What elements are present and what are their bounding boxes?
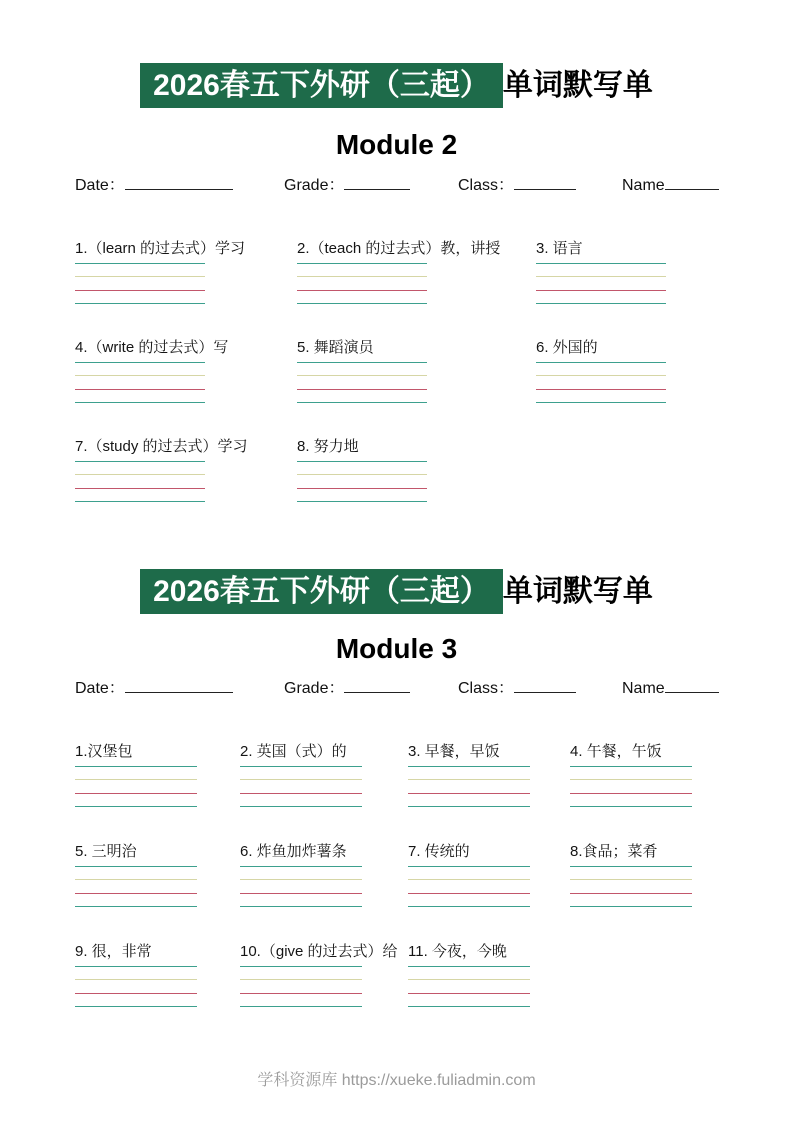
meta-row-module2 <box>75 176 720 196</box>
date-label: Date： <box>75 177 125 194</box>
writing-lines <box>240 866 362 907</box>
date-field <box>75 679 284 699</box>
writing-lines <box>75 362 205 403</box>
vocab-item <box>75 438 297 505</box>
vocab-item-label: 5. 三明治 <box>75 843 137 860</box>
date-field <box>75 176 284 196</box>
writing-lines <box>297 362 427 403</box>
writing-lines <box>75 461 205 502</box>
vocab-item <box>75 943 240 1010</box>
writing-lines <box>297 263 427 304</box>
section2-title-banner <box>0 569 793 614</box>
vocab-item-label: 2.（teach 的过去式）教，讲授 <box>297 240 501 257</box>
title-highlight: 2026春五下外研（三起） <box>140 569 503 614</box>
writing-lines <box>240 966 362 1007</box>
vocab-item <box>408 843 570 910</box>
vocab-item-label: 3. 早餐，早饭 <box>408 743 500 760</box>
vocab-item <box>75 743 240 810</box>
class-blank-line <box>514 176 576 190</box>
vocab-item <box>297 438 536 505</box>
name-blank-line <box>665 679 719 693</box>
writing-lines <box>408 966 530 1007</box>
writing-lines <box>536 263 666 304</box>
class-field <box>458 176 622 196</box>
vocab-item <box>408 743 570 810</box>
writing-lines <box>536 362 666 403</box>
class-label: Class： <box>458 680 515 697</box>
vocab-item-label: 2. 英国（式）的 <box>240 743 347 760</box>
module3-heading: Module 3 <box>335 633 458 664</box>
vocab-item <box>570 843 720 910</box>
date-blank-line <box>125 679 233 693</box>
writing-lines <box>75 866 197 907</box>
vocab-item-label: 7. 传统的 <box>408 843 470 860</box>
vocab-item <box>536 240 720 307</box>
meta-row-module3 <box>75 679 720 699</box>
writing-lines <box>75 966 197 1007</box>
writing-lines <box>240 766 362 807</box>
name-blank-line <box>665 176 719 190</box>
grade-field <box>284 176 458 196</box>
vocab-item <box>240 843 408 910</box>
vocab-item-label: 9. 很，非常 <box>75 943 152 960</box>
vocab-item <box>75 339 297 406</box>
vocab-item-label: 8. 努力地 <box>297 438 359 455</box>
writing-lines <box>408 766 530 807</box>
vocab-item-label: 6. 炸鱼加炸薯条 <box>240 843 347 860</box>
vocab-item-label: 11. 今夜，今晚 <box>408 943 507 960</box>
vocab-item <box>75 843 240 910</box>
grade-blank-line <box>344 176 410 190</box>
module2-heading: Module 2 <box>335 129 458 160</box>
vocab-item <box>75 240 297 307</box>
vocab-item-label: 4. 午餐，午饭 <box>570 743 662 760</box>
grade-label: Grade： <box>284 177 345 194</box>
writing-lines <box>408 866 530 907</box>
vocab-item-label: 8.食品；菜肴 <box>570 843 658 860</box>
title-highlight: 2026春五下外研（三起） <box>140 63 503 108</box>
name-field <box>622 679 720 699</box>
vocab-item-label: 4.（write 的过去式）写 <box>75 339 229 356</box>
name-label: Name <box>622 177 665 194</box>
vocab-item <box>570 743 720 810</box>
title-suffix: 单词默写单 <box>502 69 653 102</box>
grade-field <box>284 679 458 699</box>
class-field <box>458 679 622 699</box>
writing-lines <box>570 766 692 807</box>
vocab-item-label: 10.（give 的过去式）给 <box>240 943 398 960</box>
class-blank-line <box>514 679 576 693</box>
date-label: Date： <box>75 680 125 697</box>
name-field <box>622 176 720 196</box>
name-label: Name <box>622 680 665 697</box>
class-label: Class： <box>458 177 515 194</box>
vocab-item <box>297 339 536 406</box>
vocab-item-label: 5. 舞蹈演员 <box>297 339 374 356</box>
vocab-item-label: 1.汉堡包 <box>75 743 133 760</box>
vocab-item <box>240 943 408 1010</box>
vocab-item <box>297 240 536 307</box>
vocab-item-label: 3. 语言 <box>536 240 583 257</box>
vocab-item <box>536 339 720 406</box>
title-suffix: 单词默写单 <box>502 575 653 608</box>
module3-vocab-grid <box>75 743 720 1010</box>
vocab-item <box>240 743 408 810</box>
grade-blank-line <box>344 679 410 693</box>
vocab-item <box>408 943 570 1010</box>
vocab-item-label: 6. 外国的 <box>536 339 598 356</box>
module2-vocab-grid <box>75 240 720 505</box>
section1-title-banner <box>0 63 793 108</box>
vocab-item-label: 1.（learn 的过去式）学习 <box>75 240 246 257</box>
vocab-item-label: 7.（study 的过去式）学习 <box>75 438 248 455</box>
grade-label: Grade： <box>284 680 345 697</box>
writing-lines <box>297 461 427 502</box>
writing-lines <box>75 766 197 807</box>
date-blank-line <box>125 176 233 190</box>
footer-watermark: 学科资源库 https://xueke.fuliadmin.com <box>257 1072 536 1089</box>
writing-lines <box>570 866 692 907</box>
writing-lines <box>75 263 205 304</box>
